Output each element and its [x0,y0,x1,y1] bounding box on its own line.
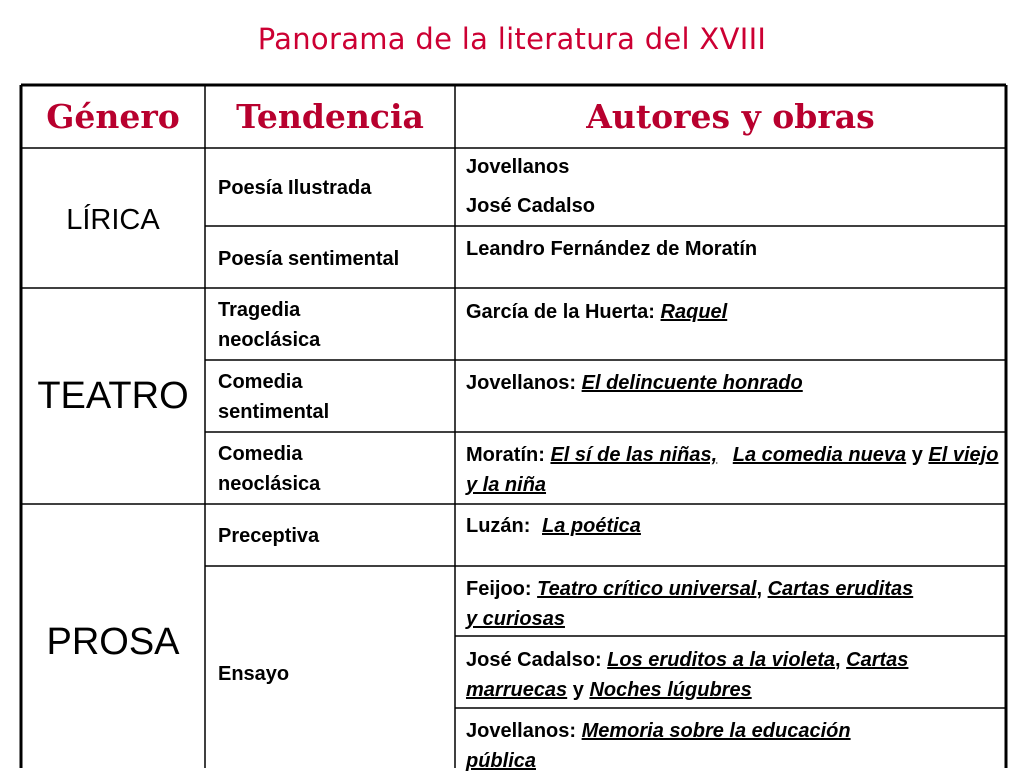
work-title: Los eruditos a la violeta [607,649,836,671]
tendencia-line: Comedia [218,371,303,393]
separator: , [835,649,841,671]
author-name: García de la Huerta: [466,301,655,323]
work-title: El sí de las niñas, [550,444,718,466]
obra-jovellanos-prosa [466,716,1002,776]
work-title: La poética [542,515,641,537]
work-title: marruecas [466,679,568,701]
obra-jovellanos-teatro [466,368,1002,398]
author-name: Feijoo: [466,578,532,600]
genre-lirica: LÍRICA [66,203,160,236]
work-title: Cartas [846,649,909,671]
tendencia-ensayo: Ensayo [218,663,290,685]
tendencia-poesia-sentimental: Poesía sentimental [218,248,400,270]
header-autores: Autores y obras [586,96,875,136]
obra-jose-cadalso-prosa [466,645,1002,705]
tendencia-comedia-sentimental [218,370,450,424]
conjunction: y [572,679,584,701]
genre-teatro: TEATRO [37,374,189,417]
tendencia-line: neoclásica [218,473,321,495]
work-title: Raquel [660,301,728,323]
work-title: pública [466,750,537,772]
work-title: y curiosas [466,608,565,630]
author-name: Moratín: [466,444,545,466]
tendencia-line: Comedia [218,443,303,465]
autor-jovellanos-lirica: Jovellanos [466,156,570,178]
autor-moratin-lirica: Leandro Fernández de Moratín [466,238,758,260]
separator: , [756,578,763,600]
header-genero: Género [46,96,180,136]
slide-title: Panorama de la literatura del XVIII [257,22,767,56]
author-name: José Cadalso: [466,649,602,671]
conjunction: y [911,444,923,466]
header-tendencia: Tendencia [236,96,424,136]
tendencia-line: neoclásica [218,329,321,351]
tendencia-preceptiva: Preceptiva [218,525,320,547]
work-title: Cartas eruditas [767,578,914,600]
tendencia-line: sentimental [218,401,330,423]
obra-garcia-de-la-huerta [466,297,1002,327]
work-title: Memoria sobre la educación [581,720,851,742]
work-title: La comedia nueva [732,444,907,466]
obra-moratin-teatro [466,440,1002,500]
tendencia-comedia-neoclasica [218,442,450,496]
genre-prosa: PROSA [46,620,180,663]
author-name: Jovellanos: [466,720,577,742]
author-name: Luzán: [466,515,531,537]
author-name: Jovellanos: [466,372,577,394]
obra-feijoo [466,574,1002,634]
obra-luzan [466,511,1002,541]
tendencia-line: Tragedia [218,299,301,321]
work-title: Teatro crítico universal [537,578,757,600]
tendencia-tragedia-neoclasica [218,298,450,352]
work-title: El delincuente honrado [581,372,803,394]
tendencia-poesia-ilustrada: Poesía Ilustrada [218,177,372,199]
work-title: El viejo y la niña [466,444,999,496]
autor-jose-cadalso-lirica: José Cadalso [466,195,595,217]
work-title: Noches lúgubres [589,679,752,701]
